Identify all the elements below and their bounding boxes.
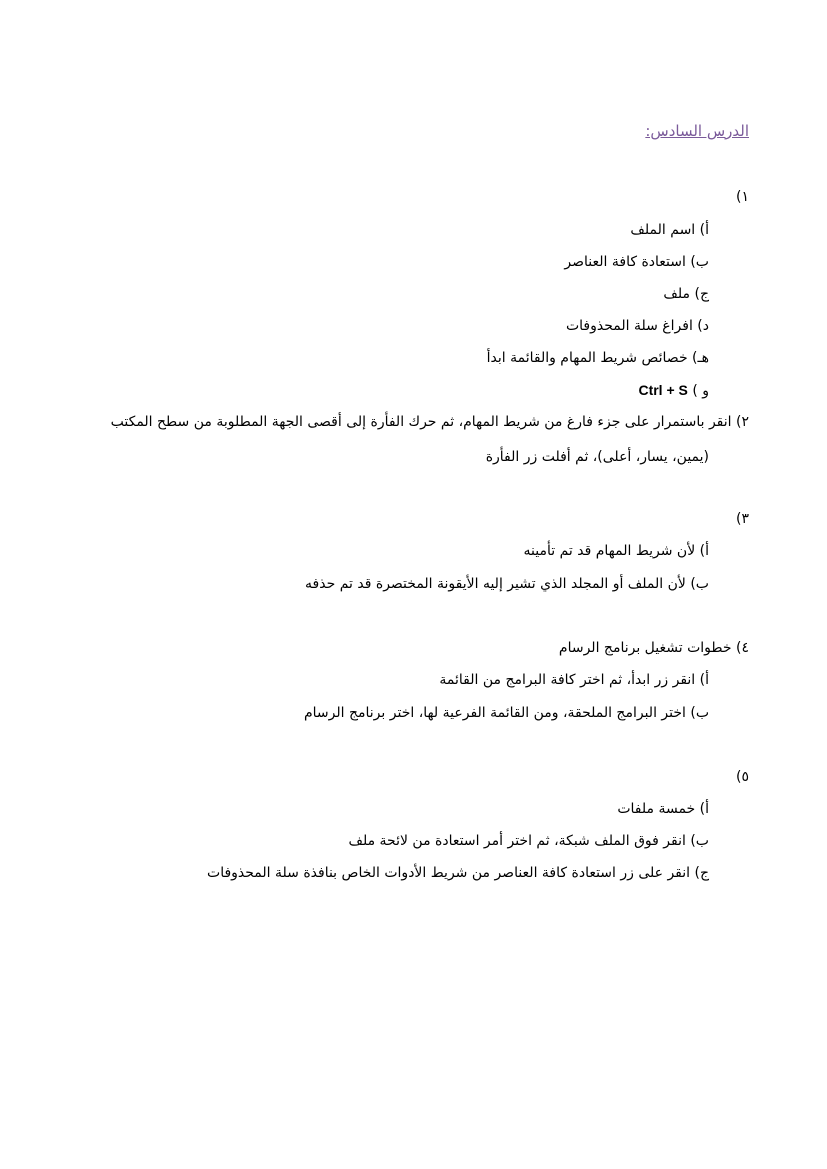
q5-answer-a: أ) خمسة ملفات [617,801,709,817]
q4-answer-a: أ) انقر زر ابدأ، ثم اختر كافة البرامج من القائمة [439,672,709,688]
q1-answer-d: د) افراغ سلة المحذوفات [565,318,709,334]
q4-answer-b: ب) اختر البرامج الملحقة، ومن القائمة الفرعية لها، اختر برنامج الرسام [303,705,709,721]
q2-line-1: ٢) انقر باستمرار على جزء فارغ من شريط المهام، ثم حرك الفأرة إلى أقصى الجهة المطلوبة من سطح المكتب [110,414,749,430]
q1-answer-f-value: Ctrl + S [638,382,688,398]
q3-answer-b: ب) لأن الملف أو المجلد الذي تشير إليه الأيقونة المختصرة قد تم حذفه [305,576,709,592]
q1-answer-e: هـ) خصائص شريط المهام والقائمة ابدأ [486,350,709,366]
q3-number: ٣) [736,511,749,527]
q5-number: ٥) [736,769,749,785]
q1-answer-f [638,379,709,401]
page-title: الدرس السادس: [645,122,749,140]
q1-answer-f-prefix: و ) [692,383,709,399]
q4-heading: ٤) خطوات تشغيل برنامج الرسام [558,640,749,656]
q1-answer-b: ب) استعادة كافة العناصر [564,254,709,270]
q1-answer-a: أ) اسم الملف [630,222,709,238]
q1-number: ١) [736,189,749,205]
q2-line-2: (يمين، يسار، أعلى)، ثم أفلت زر الفأرة [485,449,709,465]
q1-answer-c: ج) ملف [663,286,709,302]
q3-answer-a: أ) لأن شريط المهام قد تم تأمينه [523,543,709,559]
q5-answer-c: ج) انقر على زر استعادة كافة العناصر من شريط الأدوات الخاص بنافذة سلة المحذوفات [207,865,709,881]
q5-answer-b: ب) انقر فوق الملف شبكة، ثم اختر أمر استعادة من لائحة ملف [348,833,709,849]
